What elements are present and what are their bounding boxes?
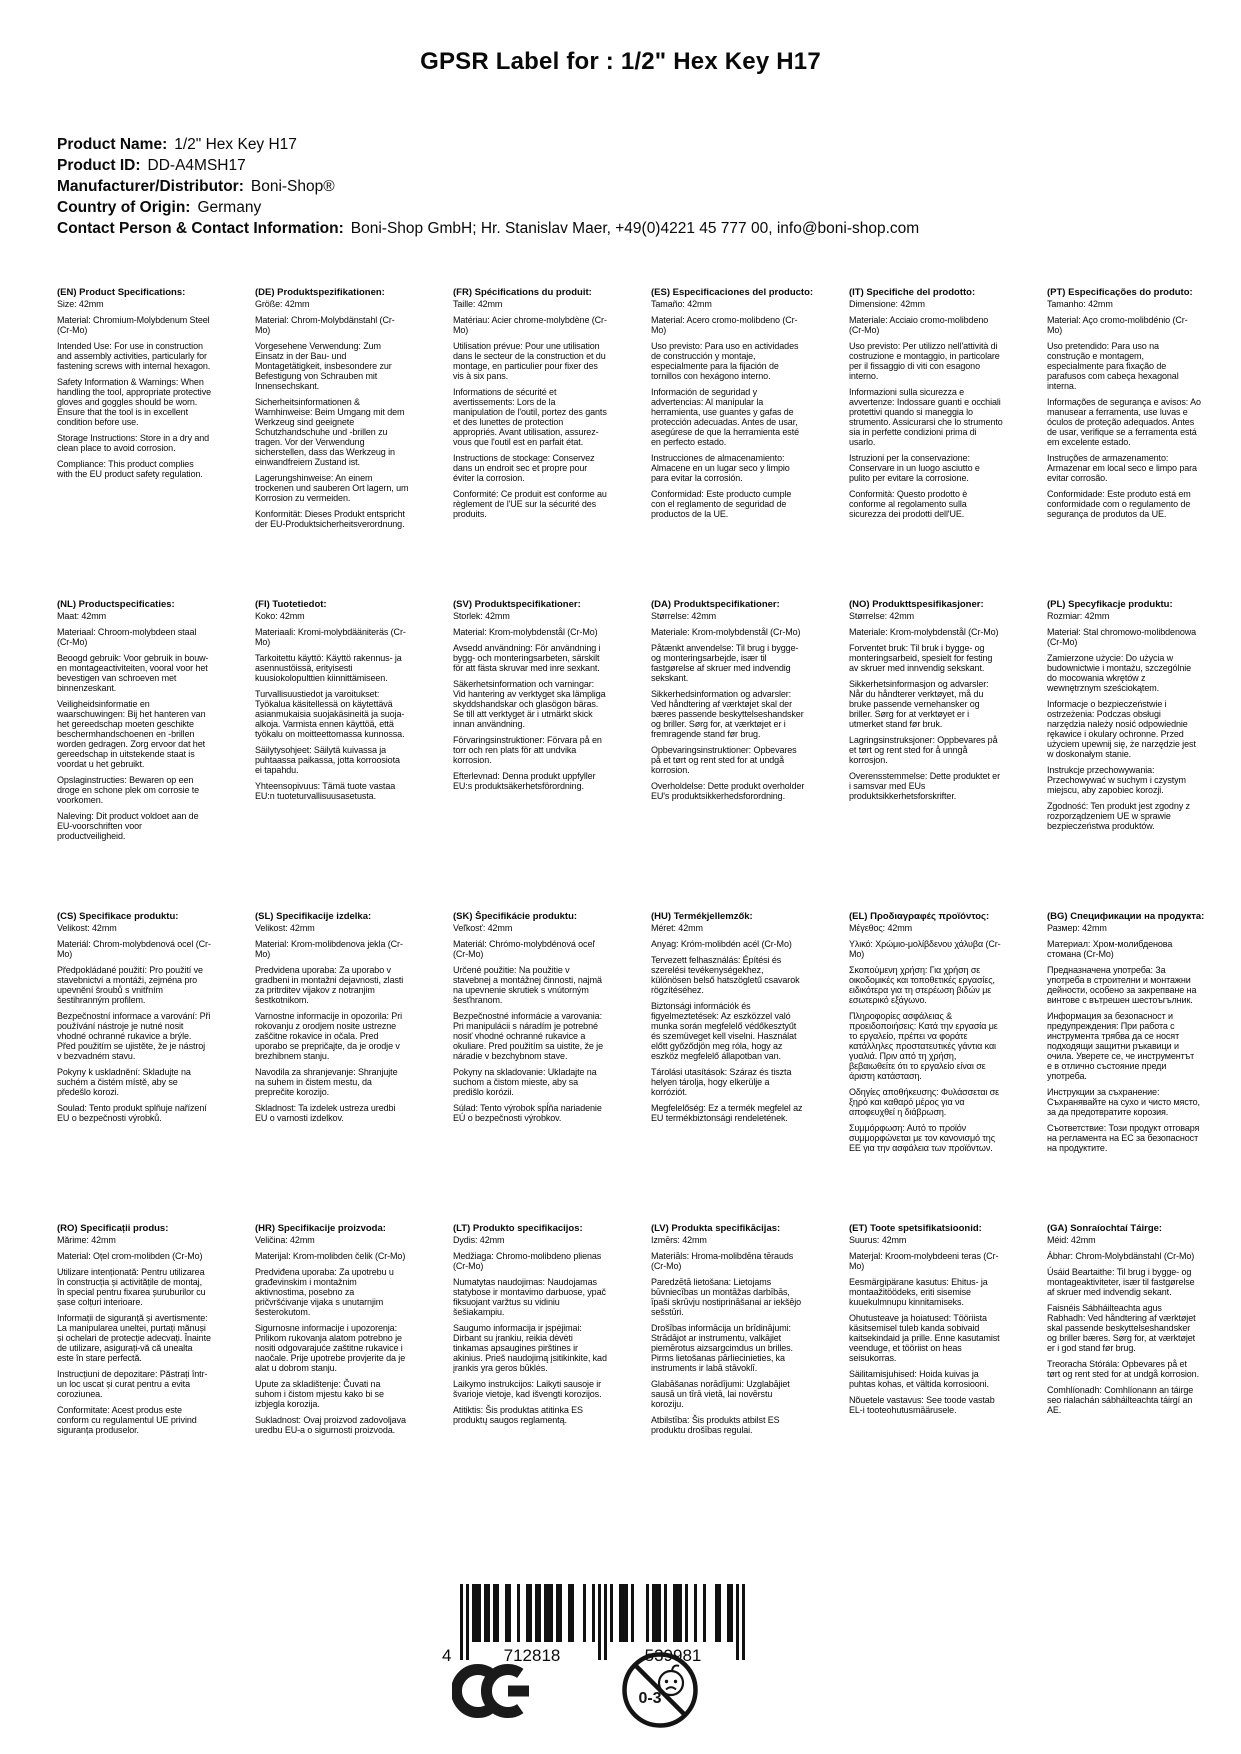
- spec-paragraph: Instrucțiuni de depozitare: Păstrați într-un loc uscat și curat pentru a evita coroziunea.: [57, 1369, 208, 1399]
- spec-paragraph: Conformidade: Este produto está em conformidade com o regulamento de segurança de produtos da UE.: [1047, 489, 1191, 519]
- language-heading: (SK) Špecifikácie produktu:: [453, 911, 578, 922]
- spec-paragraph: Información de seguridad y advertencias: Al manipular la herramienta, use guantes y gafas de protección adecuadas. Antes de usar, asegúrese de que la herramienta esté en perfecto estado.: [651, 387, 799, 447]
- language-block-et: [849, 1223, 1039, 1535]
- spec-paragraph: Nõuetele vastavus: See toode vastab EL-i tooteohutusmäärusele.: [849, 1395, 995, 1415]
- spec-paragraph: Sikkerhetsinformasjon og advarsler: Når du håndterer verktøyet, må du bruke passende vernehansker og briller. Sørg for at verktøyet er i utmerket stand før bruk.: [849, 679, 989, 729]
- product-info-label: Product Name:: [57, 136, 168, 153]
- spec-paragraph: Utilizare intenționată: Pentru utilizarea în construcția și activitățile de montaj, în special pentru fixarea șuruburilor cu șase colțuri interioare.: [57, 1267, 206, 1307]
- spec-paragraph: Compliance: This product complies with the EU product safety regulation.: [57, 459, 203, 479]
- spec-paragraph: Drošības informācija un brīdinājumi: Strādājot ar instrumentu, valkājiet piemērotus aizsargcimdus un brilles. Pirms lietošanas pārliecinieties, ka instruments ir labā stāvoklī.: [651, 1323, 793, 1373]
- spec-paragraph: Informacje o bezpieczeństwie i ostrzeżenia: Podczas obsługi narzędzia należy nosić odpowiednie rękawice i okulary ochronne. Przed użyciem upewnij się, że narzędzie jest w doskonałym stanie.: [1047, 699, 1196, 759]
- spec-paragraph: Atbilstība: Šis produkts atbilst ES produktu drošības regulai.: [651, 1415, 780, 1435]
- spec-paragraph: Efterlevnad: Denna produkt uppfyller EU:s produktsäkerhetsförordning.: [453, 771, 596, 791]
- spec-paragraph: Velikost: 42mm: [57, 923, 117, 933]
- page-title: GPSR Label for : 1/2" Hex Key H17: [420, 48, 821, 75]
- product-info-value: Germany: [197, 199, 262, 216]
- language-grid: [57, 287, 1237, 1535]
- language-block-fr: [453, 287, 643, 599]
- language-block-es: [651, 287, 841, 599]
- spec-paragraph: Lagerungshinweise: An einem trockenen und sauberen Ort lagern, um Korrosion zu vermeiden.: [255, 473, 409, 503]
- spec-paragraph: Instructions de stockage: Conservez dans un endroit sec et propre pour éviter la corrosion.: [453, 453, 595, 483]
- spec-paragraph: Comhlíonadh: Comhlíonann an táirge seo rialachán sábháilteachta táirgí an AE.: [1047, 1385, 1194, 1415]
- spec-paragraph: Størrelse: 42mm: [849, 611, 915, 621]
- language-heading: (HR) Specifikacije proizvoda:: [255, 1223, 386, 1234]
- spec-paragraph: Vorgesehene Verwendung: Zum Einsatz in der Bau- und Montagetätigkeit, insbesondere zur Befestigung von Schrauben mit Innensechskant.: [255, 341, 392, 391]
- spec-paragraph: Bezpečnostné informácie a varovania: Pri manipulácii s náradím je potrebné nosiť vhodné ochranné rukavice a okuliare. Pred použitím sa uistite, že je náradie v bezchybnom stave.: [453, 1011, 603, 1061]
- spec-paragraph: Maat: 42mm: [57, 611, 107, 621]
- spec-paragraph: Materiaal: Chroom-molybdeen staal (Cr-Mo): [57, 627, 197, 647]
- product-info-label: Product ID:: [57, 157, 141, 174]
- language-heading: (DE) Produktspezifikationen:: [255, 287, 385, 298]
- spec-paragraph: Съответствие: Този продукт отговаря на регламента на ЕС за безопасност на продуктите.: [1047, 1123, 1200, 1153]
- spec-paragraph: Materiāls: Hroma-molibdēna tērauds (Cr-Mo): [651, 1251, 794, 1271]
- spec-paragraph: Predviđena uporaba: Za upotrebu u građevinskim i montažnim aktivnostima, posebno za pričvršćivanje vijaka s unutarnjim šesterokutom.: [255, 1267, 394, 1317]
- age-warning-icon: [620, 1650, 700, 1735]
- product-info-row: [57, 155, 919, 176]
- age-range-text: 0-3: [638, 1690, 662, 1707]
- barcode-digits-group1: 712818: [503, 1646, 561, 1665]
- barcode: [440, 1582, 750, 1671]
- spec-paragraph: Материал: Хром-молибденова стомана (Cr-Mo): [1047, 939, 1173, 959]
- language-block-bg: [1047, 911, 1237, 1223]
- language-heading: (LV) Produkta specifikācijas:: [651, 1223, 781, 1234]
- language-heading: (EN) Product Specifications:: [57, 287, 186, 298]
- spec-paragraph: Určené použitie: Na použitie v stavebnej a montážnej činnosti, najmä na upevnenie skrutiek s vnútorným šesťhranom.: [453, 965, 602, 1005]
- product-info-value: DD-A4MSH17: [147, 157, 246, 174]
- spec-paragraph: Ábhar: Chrom-Molybdänstahl (Cr-Mo): [1047, 1251, 1195, 1261]
- product-info-label: Manufacturer/Distributor:: [57, 178, 244, 195]
- spec-paragraph: Istruzioni per la conservazione: Conservare in un luogo asciutto e pulito per evitare la corrosione.: [849, 453, 980, 483]
- spec-paragraph: Säilytysohjeet: Säilytä kuivassa ja puhtaassa paikassa, jotta korroosiota ei tapahdu.: [255, 745, 400, 775]
- language-heading: (FI) Tuotetiedot:: [255, 599, 327, 610]
- spec-paragraph: Eesmärgipärane kasutus: Ehitus- ja montaažitöödeks, eriti sisemise kuuekulmnupu kinnitamiseks.: [849, 1277, 988, 1307]
- language-block-hu: [651, 911, 841, 1223]
- language-block-lt: [453, 1223, 643, 1535]
- spec-paragraph: Veiligheidsinformatie en waarschuwingen: Bij het hanteren van het gereedschap moeten geschikte beschermhandschoenen en -brillen worden gedragen. Zorg ervoor dat het gereedschap in uitstekende staat is voordat u het gebruikt.: [57, 699, 206, 769]
- language-heading: (GA) Sonraíochtaí Táirge:: [1047, 1223, 1163, 1234]
- language-heading: (PT) Especificações do produto:: [1047, 287, 1193, 298]
- language-block-nl: [57, 599, 247, 911]
- barcode-digit-left: 4: [442, 1646, 452, 1665]
- spec-paragraph: Size: 42mm: [57, 299, 104, 309]
- language-heading: (EL) Προδιαγραφές προϊόντος:: [849, 911, 990, 922]
- spec-paragraph: Izmērs: 42mm: [651, 1235, 707, 1245]
- spec-paragraph: Intended Use: For use in construction and assembly activities, particularly for fastening screws with internal hexagon.: [57, 341, 211, 371]
- spec-paragraph: Naleving: Dit product voldoet aan de EU-voorschriften voor productveiligheid.: [57, 811, 199, 841]
- spec-paragraph: Yhteensopivuus: Tämä tuote vastaa EU:n tuoteturvallisuusasetusta.: [255, 781, 396, 801]
- ce-mark-icon: [452, 1662, 536, 1725]
- spec-paragraph: Μέγεθος: 42mm: [849, 923, 913, 933]
- spec-paragraph: Pokyny k uskladnění: Skladujte na suchém a čistém místě, aby se předešlo korozi.: [57, 1067, 191, 1097]
- language-heading: (LT) Produkto specifikacijos:: [453, 1223, 583, 1234]
- spec-paragraph: Konformität: Dieses Produkt entspricht der EU-Produktsicherheitsverordnung.: [255, 509, 405, 529]
- barcode-image: [440, 1582, 750, 1666]
- spec-paragraph: Úsáid Beartaithe: Til brug i bygge- og montageaktiviteter, især til fastgørelse af skruer med indvendig sekant.: [1047, 1267, 1195, 1297]
- spec-paragraph: Συμμόρφωση: Αυτό το προϊόν συμμορφώνεται με τον κανονισμό της ΕΕ για την ασφάλεια των προϊόντων.: [849, 1123, 995, 1153]
- language-heading: (DA) Produktspecifikationer:: [651, 599, 780, 610]
- spec-paragraph: Predvidena uporaba: Za uporabo v gradbeni in montažni dejavnosti, zlasti za pritrditev vijakov z notranjim šestkotnikom.: [255, 965, 404, 1005]
- spec-paragraph: Dydis: 42mm: [453, 1235, 505, 1245]
- spec-paragraph: Koko: 42mm: [255, 611, 305, 621]
- language-block-de: [255, 287, 445, 599]
- product-info-value: Boni-Shop®: [250, 178, 335, 195]
- spec-paragraph: Avsedd användning: För användning i bygg- och monteringsarbeten, särskilt för att fästa skruvar med inre sexkant.: [453, 643, 601, 673]
- language-heading: (ET) Toote spetsifikatsioonid:: [849, 1223, 982, 1234]
- spec-paragraph: Materjal: Kroom-molybdeeni teras (Cr-Mo): [849, 1251, 999, 1271]
- spec-paragraph: Sicherheitsinformationen & Warnhinweise: Beim Umgang mit dem Werkzeug sind geeignete Schutzhandschuhe und -brillen zu tragen. Vor der Verwendung sicherstellen, dass das Werkzeug in einwandfreiem Zustand ist.: [255, 397, 405, 467]
- spec-paragraph: Storage Instructions: Store in a dry and clean place to avoid corrosion.: [57, 433, 210, 453]
- spec-paragraph: Material: Chrom-Molybdänstahl (Cr-Mo): [255, 315, 395, 335]
- language-block-sk: [453, 911, 643, 1223]
- language-block-ro: [57, 1223, 247, 1535]
- spec-paragraph: Zamierzone użycie: Do użycia w budownictwie i montażu, szczególnie do mocowania wkrętów z wewnętrznym sześciokątem.: [1047, 653, 1192, 693]
- language-heading: (NO) Produkttspesifikasjoner:: [849, 599, 984, 610]
- spec-paragraph: Størrelse: 42mm: [651, 611, 717, 621]
- ce-mark-image: [452, 1662, 536, 1720]
- language-heading: (ES) Especificaciones del producto:: [651, 287, 814, 298]
- spec-paragraph: Informazioni sulla sicurezza e avvertenze: Indossare guanti e occhiali protettivi quando si maneggia lo strumento. Assicurarsi che lo strumento sia in perfette condizioni prima di usarlo.: [849, 387, 1003, 447]
- spec-paragraph: Sikkerhedsinformation og advarsler: Ved håndtering af værktøjet skal der bæres passende beskyttelseshandsker og briller. Sørg for, at værktøjet er i fremragende stand før brug.: [651, 689, 804, 739]
- spec-paragraph: Megfelelőség: Ez a termék megfelel az EU termékbiztonsági rendeletének.: [651, 1103, 803, 1123]
- spec-paragraph: Materiale: Acciaio cromo-molibdeno (Cr-Mo): [849, 315, 989, 335]
- spec-paragraph: Materiał: Stal chromowo-molibdenowa (Cr-Mo): [1047, 627, 1197, 647]
- product-info-value: 1/2" Hex Key H17: [174, 136, 297, 153]
- spec-paragraph: Materiale: Krom-molybdenstål (Cr-Mo): [651, 627, 801, 637]
- spec-paragraph: Größe: 42mm: [255, 299, 310, 309]
- spec-paragraph: Ohutusteave ja hoiatused: Tööriista käsitsemisel tuleb kanda sobivaid kaitsekindaid ja prille. Enne kasutamist veenduge, et tööriist on heas seisukorras.: [849, 1313, 1000, 1363]
- language-heading: (HU) Termékjellemzők:: [651, 911, 753, 922]
- language-block-no: [849, 599, 1039, 911]
- spec-paragraph: Storlek: 42mm: [453, 611, 510, 621]
- spec-paragraph: Soulad: Tento produkt splňuje nařízení EU o bezpečnosti výrobků.: [57, 1103, 207, 1123]
- spec-paragraph: Předpokládané použití: Pro použití ve stavebnictví a montáži, zejména pro upevnění šroubů s vnitřním šestihranným profilem.: [57, 965, 203, 1005]
- spec-paragraph: Paredzētā lietošana: Lietojams būvniecības un montāžas darbībās, īpaši skrūvju nostiprināšanai ar iekšējo sešstūri.: [651, 1277, 802, 1317]
- spec-paragraph: Tarkoitettu käyttö: Käyttö rakennus- ja asennustöissä, erityisesti kuusiokolopulttien kiinnittämiseen.: [255, 653, 402, 683]
- spec-paragraph: Sukladnost: Ovaj proizvod zadovoljava uredbu EU-a o sigurnosti proizvoda.: [255, 1415, 406, 1435]
- spec-paragraph: Säilitamisjuhised: Hoida kuivas ja puhtas kohas, et vältida korrosiooni.: [849, 1369, 989, 1389]
- age-warning-image: [620, 1650, 700, 1730]
- language-heading: (NL) Productspecificaties:: [57, 599, 175, 610]
- language-block-sv: [453, 599, 643, 911]
- spec-paragraph: Lagringsinstruksjoner: Oppbevares på et tørt og rent sted for å unngå korrosjon.: [849, 735, 998, 765]
- spec-paragraph: Utilisation prévue: Pour une utilisation dans le secteur de la construction et du montage, en particulier pour fixer des vis à six pans.: [453, 341, 606, 381]
- spec-paragraph: Förvaringsinstruktioner: Förvara på en torr och ren plats för att undvika korrosion.: [453, 735, 602, 765]
- language-block-en: [57, 287, 247, 599]
- product-info-value: Boni-Shop GmbH; Hr. Stanislav Maer, +49(0)4221 45 777 00, info@boni-shop.com: [350, 220, 920, 237]
- spec-paragraph: Materiaali: Kromi-molybdääniteräs (Cr-Mo): [255, 627, 406, 647]
- spec-paragraph: Turvallisuustiedot ja varoitukset: Työkalua käsitellessä on käytettävä asianmukaisia suojakäsineitä ja suoja-alkoja. Varmista ennen käyttöä, että työkalu on moitteettomassa kunnossa.: [255, 689, 405, 739]
- spec-paragraph: Instrukcje przechowywania: Przechowywać w suchym i czystym miejscu, aby zapobiec korozji.: [1047, 765, 1186, 795]
- spec-paragraph: Material: Krom-molibdenova jekla (Cr-Mo): [255, 939, 403, 959]
- spec-paragraph: Uso previsto: Per utilizzo nell'attività di costruzione e montaggio, in particolare per il fissaggio di viti con esagono interno.: [849, 341, 1000, 381]
- spec-paragraph: Dimensione: 42mm: [849, 299, 925, 309]
- product-info-row: [57, 176, 919, 197]
- spec-paragraph: Предназначена употреба: За употреба в строителни и монтажни дейности, особено за закрепване на винтове с вътрешен шестоъгълник.: [1047, 965, 1197, 1005]
- spec-paragraph: Laikymo instrukcijos: Laikyti sausoje ir švarioje vietoje, kad išvengti korozijos.: [453, 1379, 602, 1399]
- spec-paragraph: Размер: 42mm: [1047, 923, 1107, 933]
- language-block-el: [849, 911, 1039, 1223]
- spec-paragraph: Súlad: Tento výrobok spĺňa nariadenie EÚ o bezpečnosti výrobkov.: [453, 1103, 602, 1123]
- spec-paragraph: Säkerhetsinformation och varningar: Vid hantering av verktyget ska lämpliga skyddshandskar och glasögon bäras. Se till att verktyget är i utmärkt skick innan användning.: [453, 679, 606, 729]
- spec-paragraph: Οδηγίες αποθήκευσης: Φυλάσσεται σε ξηρό και καθαρό μέρος για να αποφευχθεί η διάβρωση.: [849, 1087, 1000, 1117]
- language-block-it: [849, 287, 1039, 599]
- spec-paragraph: Materiál: Chrómo-molybdénová oceľ (Cr-Mo): [453, 939, 595, 959]
- spec-paragraph: Υλικό: Χρώμιο-μολίβδενου χάλυβα (Cr-Mo): [849, 939, 1001, 959]
- spec-paragraph: Informations de sécurité et avertissements: Lors de la manipulation de l'outil, portez des gants et des lunettes de protection appropriés. Avant utilisation, assurez-vous que l'outil est en parfait état.: [453, 387, 607, 447]
- spec-paragraph: Méret: 42mm: [651, 923, 703, 933]
- spec-paragraph: Materiale: Krom-molybdenstål (Cr-Mo): [849, 627, 999, 637]
- spec-paragraph: Material: Acero cromo-molibdeno (Cr-Mo): [651, 315, 798, 335]
- product-info-row: [57, 197, 919, 218]
- spec-paragraph: Instrucciones de almacenamiento: Almacene en un lugar seco y limpio para evitar la corrosión.: [651, 453, 790, 483]
- spec-paragraph: Tamanho: 42mm: [1047, 299, 1113, 309]
- spec-paragraph: Conformidad: Este producto cumple con el reglamento de seguridad de productos de la UE.: [651, 489, 792, 519]
- spec-paragraph: Material: Oțel crom-molibden (Cr-Mo): [57, 1251, 203, 1261]
- language-heading: (IT) Specifiche del prodotto:: [849, 287, 976, 298]
- spec-paragraph: Conformità: Questo prodotto è conforme al regolamento sulla sicurezza dei prodotti dell'UE.: [849, 489, 968, 519]
- language-block-hr: [255, 1223, 445, 1535]
- product-info-row: [57, 218, 919, 239]
- spec-paragraph: Forventet bruk: Til bruk i bygge- og monteringsarbeid, spesielt for festing av skruer med innvendig sekskant.: [849, 643, 993, 673]
- language-heading: (SL) Specifikacije izdelka:: [255, 911, 372, 922]
- spec-paragraph: Beoogd gebruik: Voor gebruik in bouw- en montageactiviteiten, vooral voor het bevestigen van schroeven met binnenzeskant.: [57, 653, 209, 693]
- spec-paragraph: Navodila za shranjevanje: Shranjujte na suhem in čistem mestu, da preprečite korozijo.: [255, 1067, 398, 1097]
- spec-paragraph: Glabāšanas norādījumi: Uzglabājiet sausā un tīrā vietā, lai novērstu koroziju.: [651, 1379, 790, 1409]
- spec-paragraph: Veličina: 42mm: [255, 1235, 315, 1245]
- spec-paragraph: Medžiaga: Chromo-molibdeno plienas (Cr-Mo): [453, 1251, 602, 1271]
- language-block-da: [651, 599, 841, 911]
- spec-paragraph: Instruções de armazenamento: Armazenar em local seco e limpo para evitar corrosão.: [1047, 453, 1197, 483]
- language-block-ga: [1047, 1223, 1237, 1535]
- spec-paragraph: Mărime: 42mm: [57, 1235, 116, 1245]
- spec-paragraph: Upute za skladištenje: Čuvati na suhom i čistom mjestu kako bi se izbjegla korozija.: [255, 1379, 384, 1409]
- spec-paragraph: Material: Aço cromo-molibdénio (Cr-Mo): [1047, 315, 1188, 335]
- spec-paragraph: Material: Krom-molybdenstål (Cr-Mo): [453, 627, 598, 637]
- spec-paragraph: Информация за безопасност и предупреждения: При работа с инструмента трябва да се носят подходящи защитни ръкавици и очила. Уверете се, че инструментът е в отлично състояние преди употреба.: [1047, 1011, 1195, 1081]
- language-heading: (CS) Specifikace produktu:: [57, 911, 179, 922]
- spec-paragraph: Faisnéis Sábháilteachta agus Rabhadh: Ved håndtering af værktøjet skal passende beskyttelseshandsker og briller bæres. Sørg for, at værktøjet er i god stand før brug.: [1047, 1303, 1196, 1353]
- spec-paragraph: Tamaño: 42mm: [651, 299, 712, 309]
- language-block-pt: [1047, 287, 1237, 599]
- spec-paragraph: Safety Information & Warnings: When handling the tool, appropriate protective gloves and goggles should be worn. Ensure that the tool is in excellent condition before use.: [57, 377, 212, 427]
- spec-paragraph: Materijal: Krom-molibden čelik (Cr-Mo): [255, 1251, 406, 1261]
- spec-paragraph: Zgodność: Ten produkt jest zgodny z rozporządzeniem UE w sprawie bezpieczeństwa produktów.: [1047, 801, 1190, 831]
- spec-paragraph: Tervezett felhasználás: Építési és szerelési tevékenységekhez, különösen belső hatszögletű csavarok rögzítéséhez.: [651, 955, 800, 995]
- language-block-lv: [651, 1223, 841, 1535]
- spec-paragraph: Opslaginstructies: Bewaren op een droge en schone plek om corrosie te voorkomen.: [57, 775, 200, 805]
- spec-paragraph: Biztonsági információk és figyelmeztetések: Az eszközzel való munka során megfelelő védőkesztyűt és szemüveget kell viselni. Használat előtt győződjön meg róla, hogy az eszköz megfelelő állapotban van.: [651, 1001, 797, 1061]
- spec-paragraph: Πληροφορίες ασφάλειας & προειδοποιήσεις: Κατά την εργασία με το εργαλείο, πρέπει να φοράτε κατάλληλες προστατευτικές γάντια και γυαλιά. Πριν από τη χρήση, βεβαιωθείτε ότι το εργαλείο είναι σε άριστη κατάσταση.: [849, 1011, 998, 1081]
- spec-paragraph: Инструкции за съхранение: Съхранявайте на сухо и чисто място, за да предотвратите корозия.: [1047, 1087, 1200, 1117]
- language-block-fi: [255, 599, 445, 911]
- language-heading: (PL) Specyfikacje produktu:: [1047, 599, 1173, 610]
- spec-paragraph: Velikost: 42mm: [255, 923, 315, 933]
- spec-paragraph: Atitiktis: Šis produktas atitinka ES produktų saugos reglamentą.: [453, 1405, 583, 1425]
- language-heading: (RO) Specificații produs:: [57, 1223, 169, 1234]
- language-block-cs: [57, 911, 247, 1223]
- spec-paragraph: Materiál: Chrom-molybdenová ocel (Cr-Mo): [57, 939, 211, 959]
- spec-paragraph: Påtænkt anvendelse: Til brug i bygge- og monteringsarbejde, især til fastgørelse af skruer med indvendig sekskant.: [651, 643, 799, 683]
- spec-paragraph: Taille: 42mm: [453, 299, 503, 309]
- spec-paragraph: Treoracha Stórála: Opbevares på et tørt og rent sted for at undgå korrosion.: [1047, 1359, 1199, 1379]
- product-info-label: Contact Person & Contact Information:: [57, 220, 344, 237]
- product-info-row: [57, 134, 919, 155]
- spec-paragraph: Rozmiar: 42mm: [1047, 611, 1110, 621]
- spec-paragraph: Anyag: Króm-molibdén acél (Cr-Mo): [651, 939, 792, 949]
- spec-paragraph: Saugumo informacija ir įspėjimai: Dirbant su įrankiu, reikia dėvėti tinkamas apsaugines pirštines ir akinius. Prieš naudojimą įsitikinkite, kad įrankis yra geros būklės.: [453, 1323, 607, 1373]
- spec-paragraph: Opbevaringsinstruktioner: Opbevares på et tørt og rent sted for at undgå korrosion.: [651, 745, 797, 775]
- spec-paragraph: Sigurnosne informacije i upozorenja: Prilikom rukovanja alatom potrebno je nositi odgovarajuće zaštitne rukavice i naočale. Prije upotrebe provjerite da je alat u dobrom stanju.: [255, 1323, 406, 1373]
- spec-paragraph: Suurus: 42mm: [849, 1235, 907, 1245]
- language-heading: (BG) Спецификации на продукта:: [1047, 911, 1205, 922]
- spec-paragraph: Varnostne informacije in opozorila: Pri rokovanju z orodjem nosite ustrezne zaščitne rokavice in očala. Pred uporabo se prepričajte, da je orodje v brezhibnem stanju.: [255, 1011, 403, 1061]
- spec-paragraph: Pokyny na skladovanie: Ukladajte na suchom a čistom mieste, aby sa predišlo korózii.: [453, 1067, 597, 1097]
- spec-paragraph: Informações de segurança e avisos: Ao manusear a ferramenta, use luvas e óculos de proteção adequados. Antes de usar, verifique se a ferramenta está em excelente estado.: [1047, 397, 1201, 447]
- spec-paragraph: Uso previsto: Para uso en actividades de construcción y montaje, especialmente para la fijación de tornillos con hexágono interno.: [651, 341, 799, 381]
- spec-paragraph: Overholdelse: Dette produkt overholder EU's produktsikkerhedsforordning.: [651, 781, 805, 801]
- spec-paragraph: Material: Chromium-Molybdenum Steel (Cr-Mo): [57, 315, 210, 335]
- spec-paragraph: Conformité: Ce produit est conforme au règlement de l'UE sur la sécurité des produits.: [453, 489, 607, 519]
- product-info-label: Country of Origin:: [57, 199, 191, 216]
- spec-paragraph: Méid: 42mm: [1047, 1235, 1096, 1245]
- spec-paragraph: Conformitate: Acest produs este conform cu regulamentul UE privind siguranța produselor.: [57, 1405, 197, 1435]
- language-block-pl: [1047, 599, 1237, 911]
- spec-paragraph: Veľkosť: 42mm: [453, 923, 513, 933]
- language-heading: (FR) Spécifications du produit:: [453, 287, 592, 298]
- barcode-digits-group2: 539981: [644, 1646, 702, 1665]
- language-block-sl: [255, 911, 445, 1223]
- spec-paragraph: Numatytas naudojimas: Naudojamas statybose ir montavimo darbuose, ypač fiksuojant varžtus su vidiniu šešiakampiu.: [453, 1277, 606, 1317]
- spec-paragraph: Tárolási utasítások: Száraz és tiszta helyen tárolja, hogy elkerülje a korróziót.: [651, 1067, 792, 1097]
- spec-paragraph: Matériau: Acier chrome-molybdène (Cr-Mo): [453, 315, 607, 335]
- language-heading: (SV) Produktspecifikationer:: [453, 599, 581, 610]
- spec-paragraph: Σκοπούμενη χρήση: Για χρήση σε οικοδομικές και τοποθετικές εργασίες, ειδικότερα για τη στερέωση βιδών με εσωτερικό εξάγωνο.: [849, 965, 995, 1005]
- spec-paragraph: Overensstemmelse: Dette produktet er i samsvar med EUs produktsikkerhetsforskrifter.: [849, 771, 1000, 801]
- product-info: [57, 134, 919, 239]
- spec-paragraph: Skladnost: Ta izdelek ustreza uredbi EU o varnosti izdelkov.: [255, 1103, 396, 1123]
- spec-paragraph: Informații de siguranță și avertismente: La manipularea uneltei, purtați mănuși și ochelari de protecție adecvați. Înainte de utilizare, asigurați-vă că unealta este în stare perfectă.: [57, 1313, 211, 1363]
- spec-paragraph: Uso pretendido: Para uso na construção e montagem, especialmente para fixação de parafusos com cabeça hexagonal interna.: [1047, 341, 1179, 391]
- spec-paragraph: Bezpečnostní informace a varování: Při používání nástroje je nutné nosit vhodné ochranné rukavice a brýle. Před použitím se ujistěte, že je nástroj v bezvadném stavu.: [57, 1011, 211, 1061]
